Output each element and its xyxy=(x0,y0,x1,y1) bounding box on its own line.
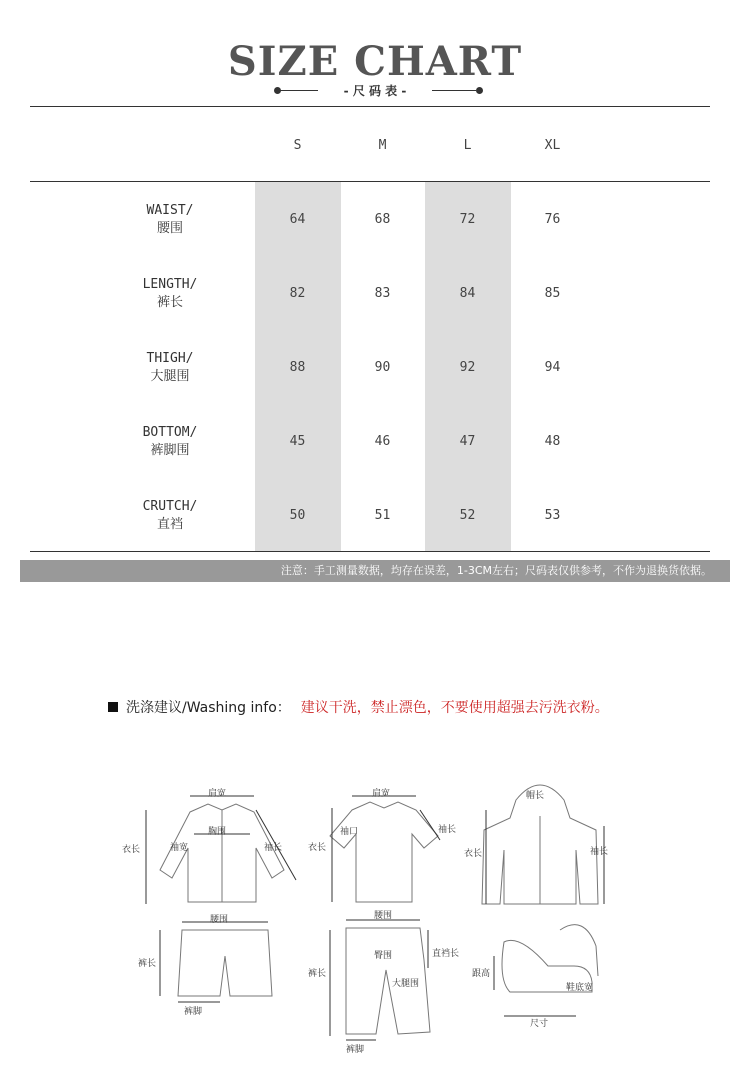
pants-length-label: 裤长 xyxy=(308,969,327,979)
row-label-cn: 腰围 xyxy=(156,221,183,236)
shorts-hem-label: 裤脚 xyxy=(184,1007,203,1017)
table-cell: 84 xyxy=(459,286,476,301)
subtitle-line-right xyxy=(432,90,476,91)
row-label-cn: 裤脚围 xyxy=(150,443,190,458)
table-cell: 45 xyxy=(289,434,306,449)
measurement-note: 注意：手工测量数据，均存在误差，1-3CM左右；尺码表仅供参考，不作为退换货依据。 xyxy=(20,560,730,582)
hoodie-length-label: 衣长 xyxy=(464,849,483,859)
washing-text: 建议干洗，禁止漂色，不要使用超强去污洗衣粉。 xyxy=(300,700,609,716)
shoe-sole-label: 鞋底宽 xyxy=(566,983,594,993)
shirt-sleeve-width-label: 袖宽 xyxy=(170,843,189,853)
shirt-chest-label: 胸围 xyxy=(208,827,227,837)
shoe-heel-label: 跟高 xyxy=(472,969,491,979)
tshirt-length-label: 衣长 xyxy=(308,843,327,853)
shoe-size-label: 尺寸 xyxy=(530,1019,549,1029)
diagrams-svg xyxy=(0,770,750,1060)
pants-thigh-label: 大腿围 xyxy=(392,979,420,989)
row-label-en: BOTTOM/ xyxy=(142,425,198,440)
table-cell: 92 xyxy=(459,360,476,375)
row-label-cn: 直裆 xyxy=(156,517,183,532)
table-cell: 53 xyxy=(544,508,561,523)
size-header-xl: XL xyxy=(544,138,561,153)
tshirt-sleeve-label: 袖长 xyxy=(438,825,457,835)
hoodie-hat-label: 帽长 xyxy=(526,791,545,801)
table-top-rule xyxy=(30,106,710,107)
row-label-bottom xyxy=(120,424,220,460)
row-label-length xyxy=(120,276,220,312)
row-label-en: LENGTH/ xyxy=(142,277,198,292)
square-bullet-icon xyxy=(108,702,118,712)
table-cell: 82 xyxy=(289,286,306,301)
shirt-sleeve-label: 袖长 xyxy=(264,843,283,853)
row-label-en: THIGH/ xyxy=(146,351,194,366)
table-cell: 76 xyxy=(544,212,561,227)
table-cell: 48 xyxy=(544,434,561,449)
shirt-shoulder-label: 肩宽 xyxy=(208,789,227,799)
table-cell: 68 xyxy=(374,212,391,227)
shoe-diagram xyxy=(494,925,598,1016)
table-cell: 52 xyxy=(459,508,476,523)
measurement-diagrams xyxy=(0,770,750,1060)
table-cell: 47 xyxy=(459,434,476,449)
row-label-cn: 裤长 xyxy=(156,295,183,310)
table-cell: 50 xyxy=(289,508,306,523)
table-cell: 85 xyxy=(544,286,561,301)
tshirt-shoulder-label: 肩宽 xyxy=(372,789,391,799)
pants-hem-label: 裤脚 xyxy=(346,1045,365,1055)
row-label-crutch xyxy=(120,498,220,534)
table-cell: 64 xyxy=(289,212,306,227)
row-label-en: CRUTCH/ xyxy=(142,499,198,514)
row-label-en: WAIST/ xyxy=(146,203,194,218)
table-cell: 90 xyxy=(374,360,391,375)
subtitle: - 尺 码 表 - xyxy=(343,84,407,98)
shorts-waist-label: 腰围 xyxy=(210,915,229,925)
hoodie-sleeve-label: 袖长 xyxy=(590,847,609,857)
washing-info xyxy=(108,697,609,717)
shirt-length-label: 衣长 xyxy=(122,845,141,855)
row-label-cn: 大腿围 xyxy=(150,369,190,384)
table-bottom-rule xyxy=(30,551,710,552)
washing-label: 洗涤建议/Washing info： xyxy=(126,700,291,716)
pants-rise-label: 直裆长 xyxy=(432,949,460,959)
tshirt-cuff-label: 袖口 xyxy=(340,827,359,837)
table-cell: 94 xyxy=(544,360,561,375)
table-cell: 51 xyxy=(374,508,391,523)
subtitle-dot-right xyxy=(476,87,483,94)
size-header-l: L xyxy=(463,138,472,153)
pants-waist-label: 腰围 xyxy=(374,911,393,921)
shorts-diagram xyxy=(160,922,272,1002)
table-cell: 88 xyxy=(289,360,306,375)
shorts-length-label: 裤长 xyxy=(138,959,157,969)
tshirt-diagram xyxy=(330,796,440,902)
row-label-waist xyxy=(120,202,220,238)
table-header-rule xyxy=(30,181,710,182)
table-cell: 83 xyxy=(374,286,391,301)
page-title: SIZE CHART xyxy=(227,38,523,85)
table-cell: 72 xyxy=(459,212,476,227)
row-label-thigh xyxy=(120,350,220,386)
pants-hip-label: 臀围 xyxy=(374,951,393,961)
size-header-s: S xyxy=(293,138,302,153)
subtitle-row xyxy=(0,82,750,98)
table-cell: 46 xyxy=(374,434,391,449)
hoodie-diagram xyxy=(482,785,604,904)
size-header-m: M xyxy=(378,138,387,153)
